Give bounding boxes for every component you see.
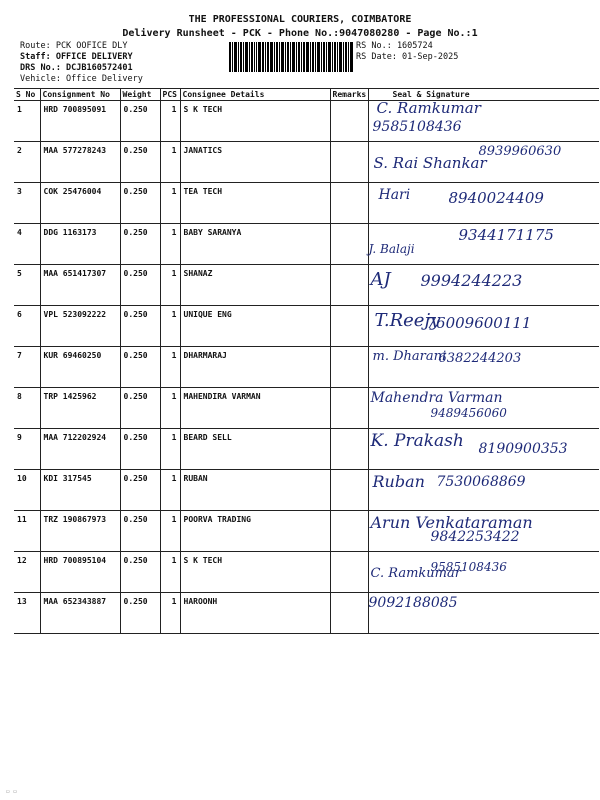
col-signature: Seal & Signature [368,89,599,101]
consignee-cell: SHANAZ [180,265,330,306]
consignee-cell: RUBAN [180,470,330,511]
consignment-cell: DDG 1163173 [40,224,120,265]
signature-cell [368,429,599,470]
handwritten-name: AJ [370,269,391,290]
remarks-cell [330,347,368,388]
handwritten-phone: 9994244223 [420,271,523,290]
staff-text: Staff: OFFICE DELIVERY [20,52,133,62]
table-row [14,306,599,347]
remarks-cell [330,183,368,224]
handwritten-name: Mahendra Varman [370,390,503,406]
pcs-cell: 1 [160,142,180,183]
handwritten-name: C. Ramkumar [376,99,481,117]
table-row [14,552,599,593]
footer-mark: ▭ ▭ [6,788,17,795]
table-row [14,347,599,388]
consignee-cell: HAROONH [180,593,330,634]
sno-cell: 4 [14,224,40,265]
consignment-cell: MAA 712202924 [40,429,120,470]
weight-cell: 0.250 [120,224,160,265]
pcs-cell: 1 [160,552,180,593]
pcs-cell: 1 [160,593,180,634]
sno-cell: 7 [14,347,40,388]
sno-cell: 5 [14,265,40,306]
signature-cell [368,101,599,142]
weight-cell: 0.250 [120,593,160,634]
col-remarks: Remarks [330,89,368,101]
remarks-cell [330,429,368,470]
vehicle-text: Vehicle: Office Delivery [20,74,143,84]
consignment-cell: MAA 651417307 [40,265,120,306]
handwritten-phone: 8940024409 [448,189,544,207]
pcs-cell: 1 [160,101,180,142]
runsheet-subtitle: Delivery Runsheet - PCK - Phone No.:9047080280 - Page No.:1 [122,28,478,39]
handwritten-phone: 9842253422 [430,529,520,545]
consignee-cell: POORVA TRADING [180,511,330,552]
handwritten-name: C. Ramkumar [370,566,461,581]
sno-cell: 6 [14,306,40,347]
pcs-cell: 1 [160,388,180,429]
handwritten-name: m. Dharani [372,349,447,364]
handwritten-phone: 9585108436 [372,119,462,135]
consignment-cell: COK 25476004 [40,183,120,224]
handwritten-name: 9092188085 [368,595,458,611]
sno-cell: 2 [14,142,40,183]
pcs-cell: 1 [160,224,180,265]
signature-cell [368,142,599,183]
handwritten-phone: 9344171175 [458,226,554,244]
sno-cell: 1 [14,101,40,142]
sno-cell: 11 [14,511,40,552]
signature-cell [368,552,599,593]
weight-cell: 0.250 [120,388,160,429]
consignee-cell: DHARMARAJ [180,347,330,388]
sno-cell: 3 [14,183,40,224]
signature-cell [368,388,599,429]
weight-cell: 0.250 [120,470,160,511]
col-sno: S No [14,89,40,101]
pcs-cell: 1 [160,183,180,224]
consignment-cell: MAA 652343887 [40,593,120,634]
remarks-cell [330,511,368,552]
remarks-cell [330,101,368,142]
runsheet-table [14,88,599,634]
consignment-cell: KDI 317545 [40,470,120,511]
sno-cell: 10 [14,470,40,511]
signature-cell [368,347,599,388]
consignment-cell: HRD 700895091 [40,101,120,142]
signature-cell [368,511,599,552]
pcs-cell: 1 [160,347,180,388]
barcode-image [229,42,353,72]
consignment-cell: HRD 700895104 [40,552,120,593]
weight-cell: 0.250 [120,142,160,183]
pcs-cell: 1 [160,429,180,470]
consignment-cell: VPL 523092222 [40,306,120,347]
col-pcs: PCS [160,89,180,101]
table-row [14,224,599,265]
table-row [14,470,599,511]
left-header-block [20,41,143,85]
table-row [14,511,599,552]
right-header-block [356,41,458,63]
table-row [14,429,599,470]
consignment-cell: TRZ 190867973 [40,511,120,552]
handwritten-phone: 9489456060 [430,406,507,420]
sno-cell: 8 [14,388,40,429]
pcs-cell: 1 [160,265,180,306]
remarks-cell [330,552,368,593]
remarks-cell [330,265,368,306]
route-text: Route: PCK OOFICE DLY [20,41,128,51]
handwritten-phone: 9585108436 [430,560,507,574]
signature-cell [368,265,599,306]
signature-cell [368,224,599,265]
handwritten-name: Arun Venkataraman [370,513,533,532]
consignee-cell: JANATICS [180,142,330,183]
consignment-cell: TRP 1425962 [40,388,120,429]
remarks-cell [330,470,368,511]
table-row [14,142,599,183]
col-weight: Weight [120,89,160,101]
remarks-cell [330,224,368,265]
consignment-cell: KUR 69460250 [40,347,120,388]
rs-number: RS No.: 1605724 [356,41,433,51]
consignee-cell: UNIQUE ENG [180,306,330,347]
drs-number: DRS No.: DCJB160572401 [20,63,133,73]
consignment-cell: MAA 577278243 [40,142,120,183]
handwritten-phone: 6382244203 [438,351,522,366]
sno-cell: 9 [14,429,40,470]
consignee-cell: MAHENDIRA VARMAN [180,388,330,429]
consignee-cell: BABY SARANYA [180,224,330,265]
signature-cell [368,470,599,511]
rs-date: RS Date: 01-Sep-2025 [356,52,459,62]
weight-cell: 0.250 [120,429,160,470]
weight-cell: 0.250 [120,347,160,388]
handwritten-name: T.Reejy [374,310,441,331]
pcs-cell: 1 [160,470,180,511]
consignee-cell: S K TECH [180,101,330,142]
signature-cell [368,306,599,347]
handwritten-phone: 8939960630 [478,144,562,159]
table-row [14,101,599,142]
handwritten-name: Ruban [372,472,425,491]
table-row [14,265,599,306]
sno-cell: 12 [14,552,40,593]
consignee-cell: BEARD SELL [180,429,330,470]
table-row [14,388,599,429]
handwritten-name: S. Rai Shankar [373,154,487,172]
handwritten-phone: 8190900353 [478,441,568,457]
weight-cell: 0.250 [120,183,160,224]
pcs-cell: 1 [160,511,180,552]
handwritten-name: J. Balaji [368,242,415,256]
handwritten-name: K. Prakash [370,431,464,451]
remarks-cell [330,388,368,429]
handwritten-phone: 76009600111 [426,314,532,332]
handwritten-name: Hari [378,187,411,203]
remarks-cell [330,593,368,634]
handwritten-phone: 7530068869 [436,474,526,490]
weight-cell: 0.250 [120,101,160,142]
weight-cell: 0.250 [120,306,160,347]
col-consignment: Consignment No [40,89,120,101]
weight-cell: 0.250 [120,265,160,306]
table-header-row [14,89,599,101]
remarks-cell [330,142,368,183]
signature-cell [368,183,599,224]
consignee-cell: S K TECH [180,552,330,593]
pcs-cell: 1 [160,306,180,347]
signature-cell [368,593,599,634]
weight-cell: 0.250 [120,552,160,593]
consignee-cell: TEA TECH [180,183,330,224]
weight-cell: 0.250 [120,511,160,552]
sno-cell: 13 [14,593,40,634]
col-consignee: Consignee Details [180,89,330,101]
company-title: THE PROFESSIONAL COURIERS, COIMBATORE [188,14,412,25]
table-row [14,593,599,634]
table-row [14,183,599,224]
remarks-cell [330,306,368,347]
